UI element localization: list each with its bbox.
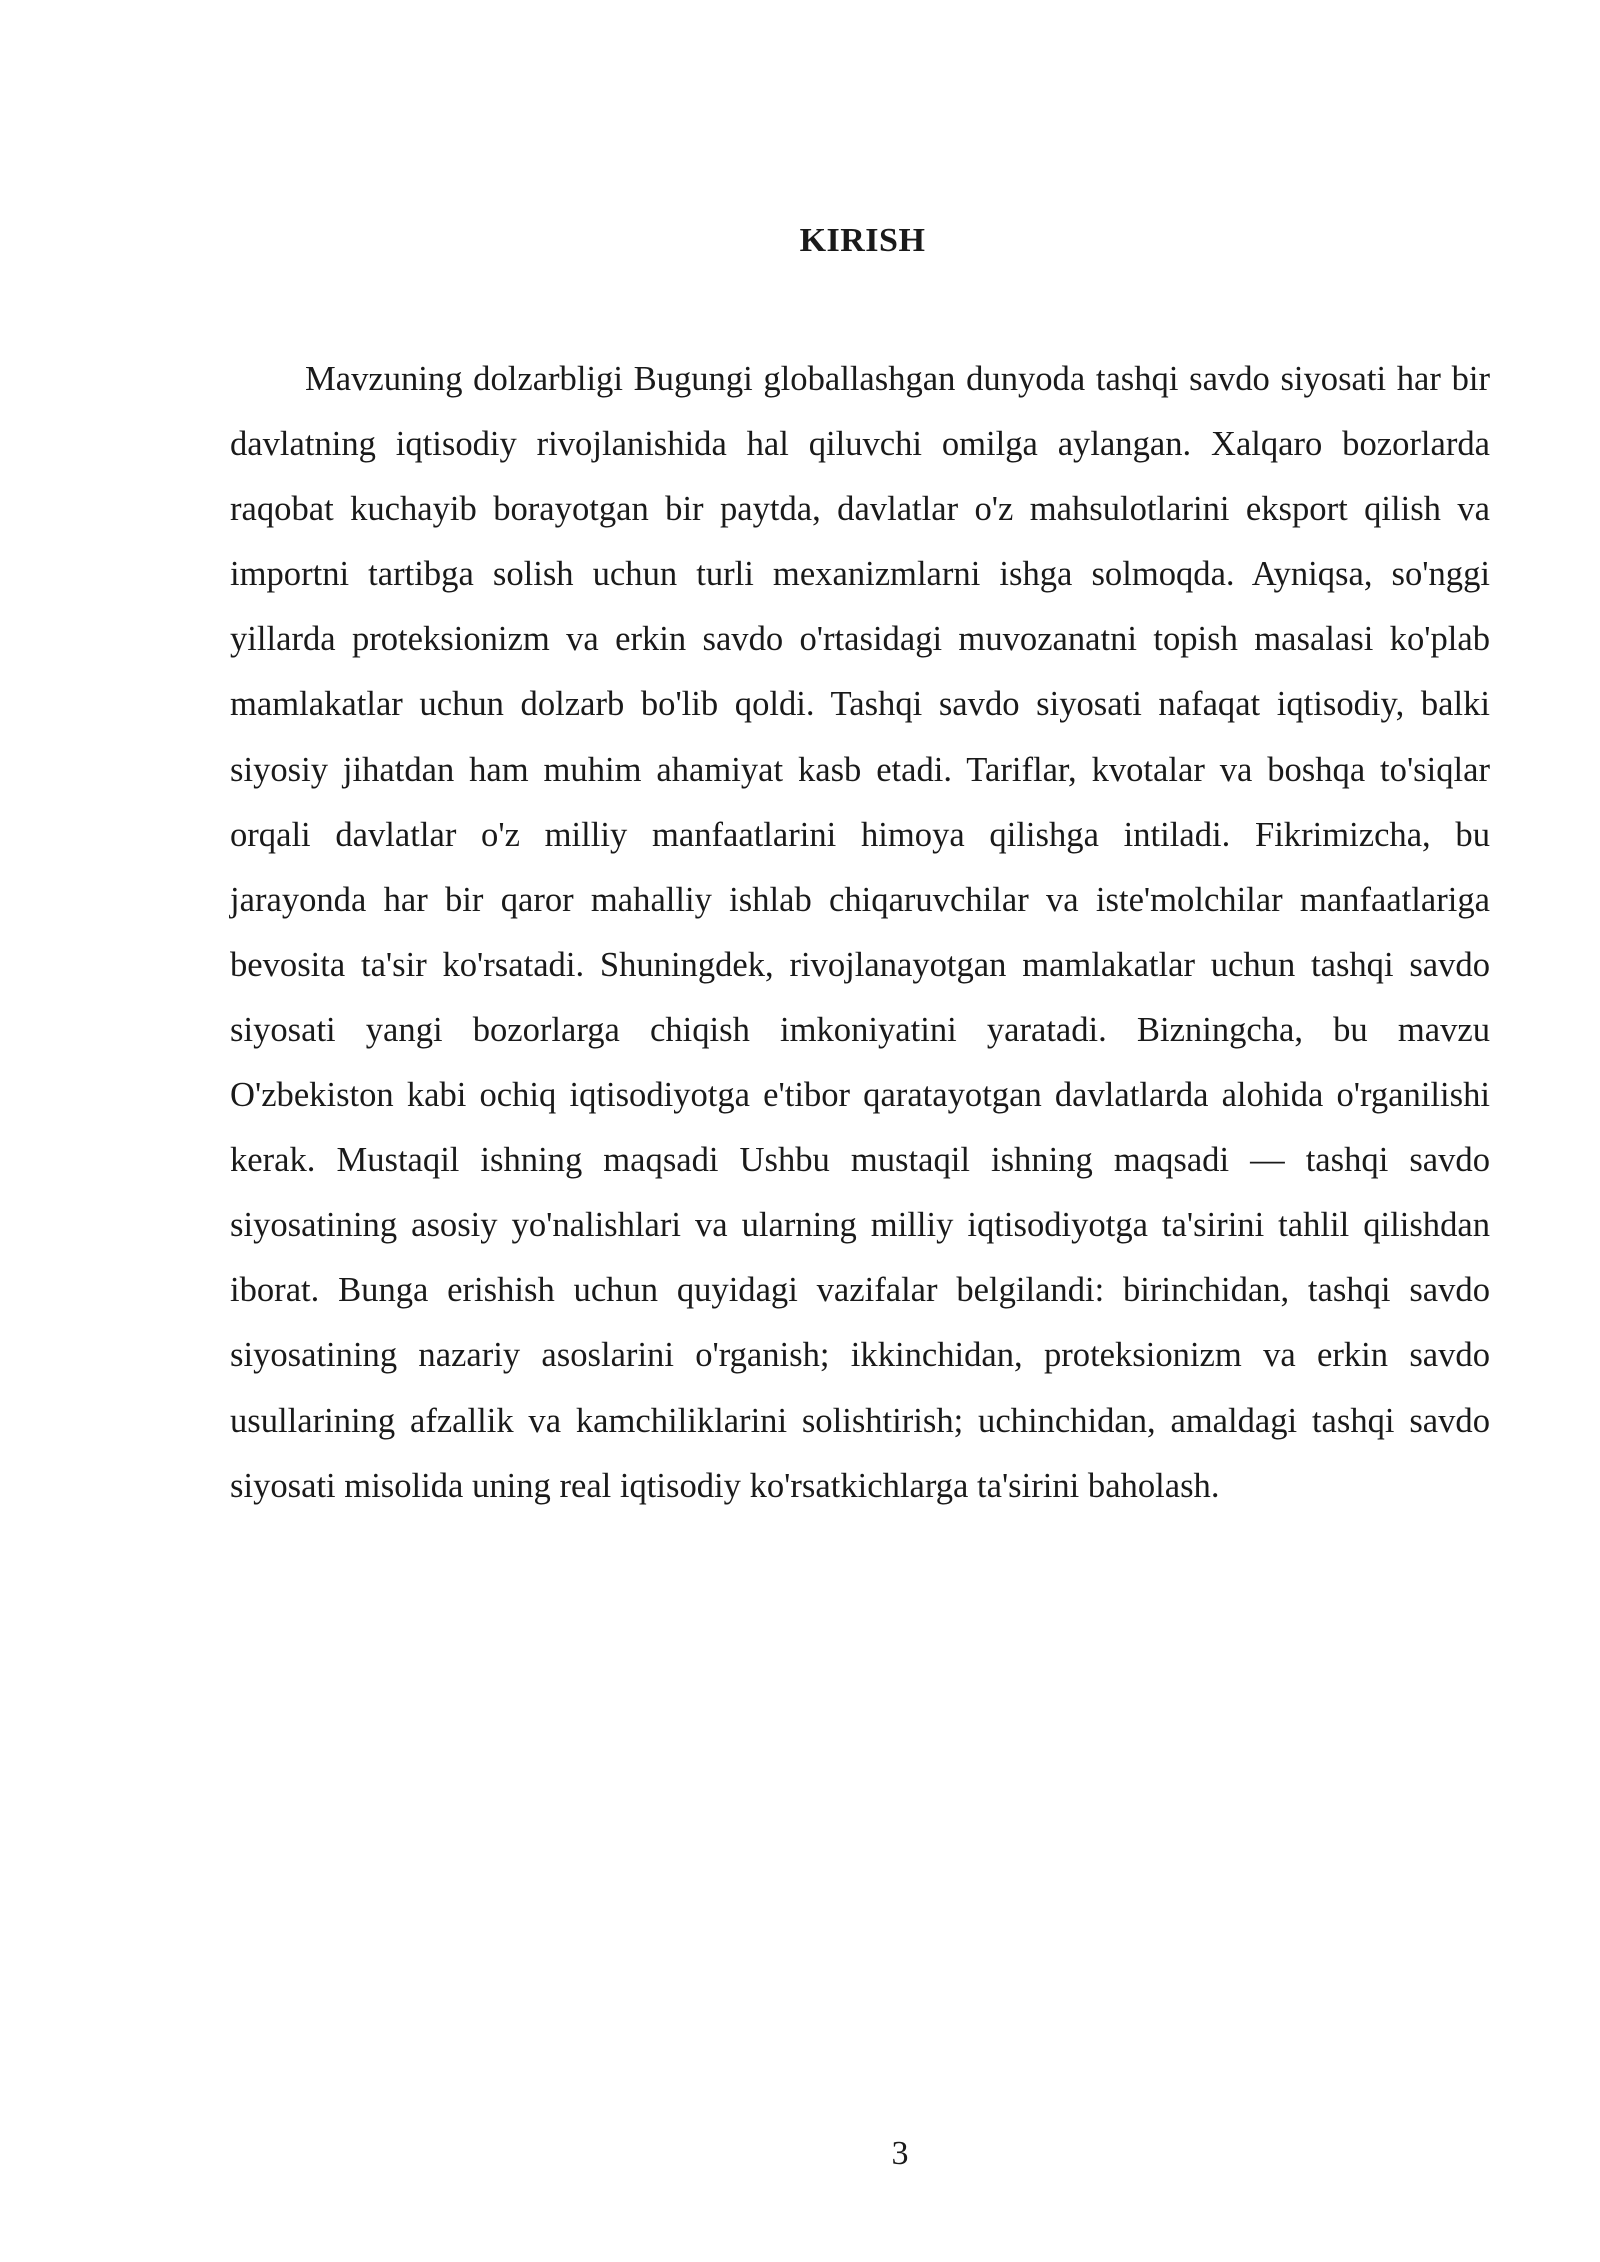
section-title: KIRISH	[799, 222, 926, 259]
body-paragraph: Mavzuning dolzarbligi Bugungi globallashgan dunyoda tashqi savdo siyosati har bir davlatning iqtisodiy rivojlanishida hal qiluvchi omilga aylangan. Xalqaro bozorlarda raqobat kuchayib borayotgan bir paytda, davlatlar o'z mahsulotlarini eksport qilish va importni tartibga solish uchun turli mexanizmlarni ishga solmoqda. Ayniqsa, so'nggi yillarda proteksionizm va erkin savdo o'rtasidagi muvozanatni topish masalasi ko'plab mamlakatlar uchun dolzarb bo'lib qoldi. Tashqi savdo siyosati nafaqat iqtisodiy, balki siyosiy jihatdan ham muhim ahamiyat kasb etadi. Tariflar, kvotalar va boshqa to'siqlar orqali davlatlar o'z milliy manfaatlarini himoya qilishga intiladi. Fikrimizcha, bu jarayonda har bir qaror mahalliy ishlab chiqaruvchilar va iste'molchilar manfaatlariga bevosita ta'sir ko'rsatadi. Shuningdek, rivojlanayotgan mamlakatlar uchun tashqi savdo siyosati yangi bozorlarga chiqish imkoniyatini yaratadi. Bizningcha, bu mavzu O'zbekiston kabi ochiq iqtisodiyotga e'tibor qaratayotgan davlatlarda alohida o'rganilishi kerak. Mustaqil ishning maqsadi Ushbu mustaqil ishning maqsadi — tashqi savdo siyosatining asosiy yo'nalishlari va ularning milliy iqtisodiyotga ta'sirini tahlil qilishdan iborat. Bunga erishish uchun quyidagi vazifalar belgilandi: birinchidan, tashqi savdo siyosatining nazariy asoslarini o'rganish; ikkinchidan, proteksionizm va erkin savdo usullarining afzallik va kamchiliklarini solishtirish; uchinchidan, amaldagi tashqi savdo siyosati misolida uning real iqtisodiy ko'rsatkichlarga ta'sirini baholash.	[230, 360, 1490, 1505]
page-number: 3	[891, 2135, 909, 2172]
